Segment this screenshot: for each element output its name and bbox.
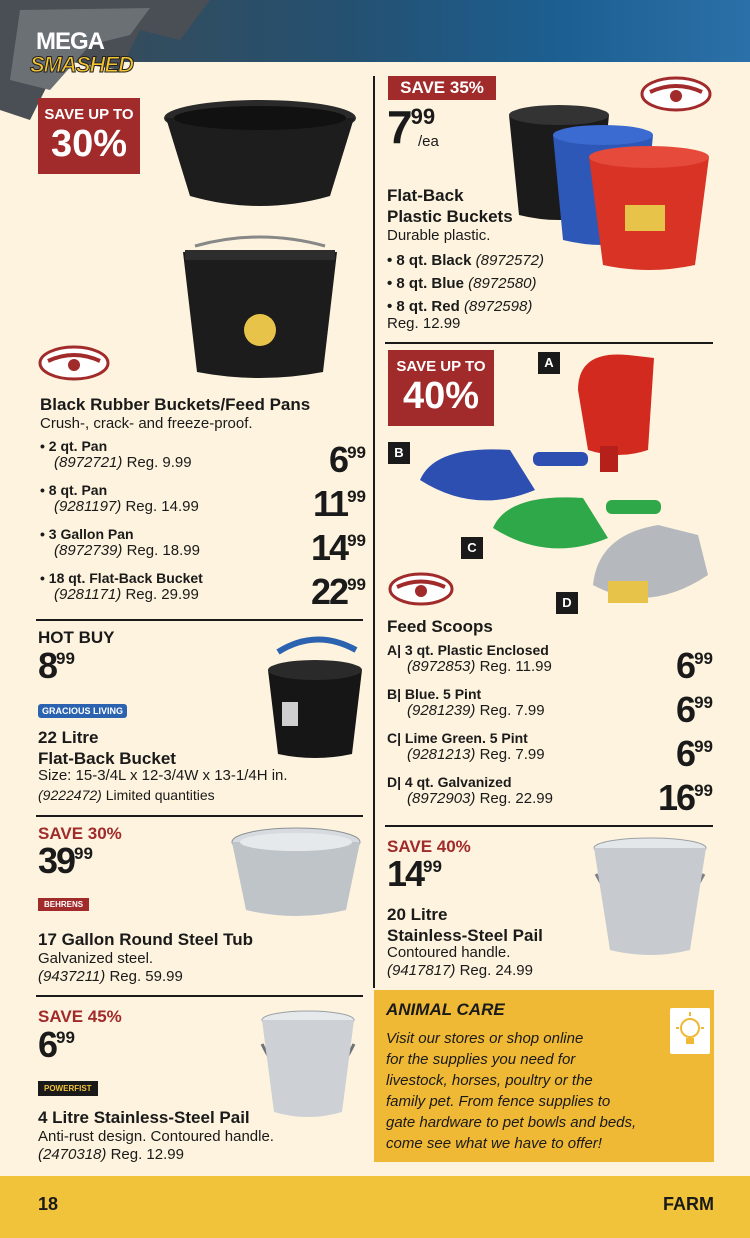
- item-reg-price: Reg. 14.99: [125, 498, 199, 515]
- list-item: • 8 qt. Black (8972572): [387, 252, 545, 269]
- brand-logo: POWERFIST: [38, 1081, 98, 1096]
- item-name: 4 qt. Galvanized: [404, 774, 512, 790]
- item-name: 2 qt. Pan: [48, 438, 108, 454]
- item-reg-price: Reg. 18.99: [126, 542, 200, 559]
- rubber-pan-image: [160, 96, 360, 216]
- product-sku-line: (9437211) Reg. 59.99: [38, 968, 183, 985]
- product-title: 4 Litre Stainless-Steel Pail: [38, 1108, 250, 1127]
- product-title: 17 Gallon Round Steel Tub: [38, 930, 254, 949]
- brand-logo-icon: [388, 572, 454, 606]
- item-name: 3 qt. Plastic Enclosed: [404, 642, 549, 658]
- product-price: $8^{99}$: [38, 645, 75, 686]
- item-reg-price: Reg. 9.99: [126, 454, 192, 471]
- list-item: • 2 qt. Pan (8972721) Reg. 9.99: [40, 438, 192, 471]
- item-price: $22^{99}$: [311, 571, 366, 612]
- list-item: • 18 qt. Flat-Back Bucket (9281171) Reg. 29.99: [40, 570, 203, 603]
- hot-buy-label: HOT BUY: [38, 628, 115, 647]
- list-item: C| Lime Green. 5 Pint (9281213) Reg. 7.99: [387, 730, 545, 763]
- item-sku: (9281171): [54, 586, 122, 603]
- save-badge: SAVE 35%: [388, 76, 496, 100]
- product-size: Size: 15-3/4L x 12-3/4W x 13-1/4H in.: [38, 767, 288, 784]
- product-description: Crush-, crack- and freeze-proof.: [40, 415, 253, 432]
- product-description: Anti-rust design. Contoured handle.: [38, 1128, 274, 1145]
- item-price: $6^{99}$: [676, 645, 713, 686]
- plastic-buckets-image: [505, 95, 715, 270]
- save-label: SAVE 40%: [387, 837, 471, 856]
- scoop-label-b: B: [388, 442, 410, 464]
- brand-logo: BEHRENS: [38, 898, 89, 911]
- animal-care-text: Visit our stores or shop online for the supplies you need for livestock, horses, poultry or the family pet. From fence supplies to gate hardware to pet bowls and beds, come see what we have to offer!: [386, 1030, 637, 1152]
- item-price: $11^{99}$: [313, 483, 366, 524]
- scoop-label-d: D: [556, 592, 578, 614]
- save-badge: [38, 98, 140, 174]
- scoop-label-a: A: [538, 352, 560, 374]
- stainless-pail-20l-image: [588, 834, 712, 964]
- item-price: $6^{99}$: [329, 439, 366, 480]
- item-sku: (8972739): [54, 542, 123, 559]
- scoop-label-c: C: [461, 537, 483, 559]
- save-badge-percent: 30%: [50, 123, 128, 165]
- mega-logo-text: MEGA: [36, 28, 104, 55]
- animal-care-title: ANIMAL CARE: [386, 1000, 505, 1019]
- rubber-bucket-image: [175, 232, 345, 382]
- divider: [36, 619, 363, 621]
- item-name: Lime Green. 5 Pint: [404, 730, 528, 746]
- save-badge-top: SAVE UP TO: [44, 106, 134, 123]
- list-item: A| 3 qt. Plastic Enclosed (8972853) Reg. 11.99: [387, 642, 552, 675]
- item-price: $14^{99}$: [311, 527, 366, 568]
- save-badge-percent: 40%: [402, 375, 480, 417]
- item-reg-price: Reg. 29.99: [125, 586, 199, 603]
- page-number: 18: [38, 1194, 59, 1214]
- product-price: $39^{99}$: [38, 840, 93, 881]
- scoop-d-image: [588, 515, 713, 615]
- smashed-logo-text: SMASHED: [30, 52, 134, 77]
- product-title: Black Rubber Buckets/Feed Pans: [40, 395, 311, 414]
- center-divider: [373, 76, 375, 988]
- section-label: FARM: [663, 1194, 714, 1214]
- item-name: 8 qt. Pan: [48, 482, 108, 498]
- brand-logo: GRACIOUS LIVING: [38, 704, 127, 718]
- product-price: $7^{99}$: [387, 101, 436, 153]
- save-label: SAVE 45%: [38, 1007, 122, 1026]
- steel-tub-image: [228, 824, 364, 920]
- divider: [36, 995, 363, 997]
- item-name: Blue. 5 Pint: [404, 686, 482, 702]
- product-title: Flat-Back Plastic Buckets: [387, 186, 513, 226]
- save-badge-top: SAVE UP TO: [396, 358, 486, 375]
- list-item: • 8 qt. Blue (8972580): [387, 275, 537, 292]
- page-footer: [0, 1176, 750, 1238]
- list-item: D| 4 qt. Galvanized (8972903) Reg. 22.99: [387, 774, 553, 807]
- item-name: 3 Gallon Pan: [48, 526, 134, 542]
- product-title: Feed Scoops: [387, 617, 493, 636]
- stainless-pail-4l-image: [256, 1008, 360, 1128]
- item-sku: (8972721): [54, 454, 123, 471]
- divider: [36, 815, 363, 817]
- product-sku-line: (9417817) Reg. 24.99: [387, 962, 533, 979]
- product-title: 20 Litre Stainless-Steel Pail: [387, 905, 543, 945]
- product-sku-line: (9222472) Limited quantities: [38, 787, 215, 803]
- product-price: $14^{99}$: [387, 853, 442, 894]
- list-item: • 8 qt. Red (8972598): [387, 298, 533, 315]
- item-price: $6^{99}$: [676, 733, 713, 774]
- save-label: SAVE 30%: [38, 824, 122, 843]
- item-price: $16^{99}$: [658, 777, 713, 818]
- animal-care-panel: [374, 990, 714, 1162]
- price-unit: /ea: [418, 133, 439, 150]
- regular-price: Reg. 12.99: [387, 315, 461, 332]
- flat-back-bucket-image: [260, 632, 370, 760]
- save-badge: [388, 350, 494, 426]
- product-description: Galvanized steel.: [38, 950, 154, 967]
- list-item: B| Blue. 5 Pint (9281239) Reg. 7.99: [387, 686, 545, 719]
- product-price: $6^{99}$: [38, 1024, 75, 1065]
- list-item: • 8 qt. Pan (9281197) Reg. 14.99: [40, 482, 199, 515]
- product-description: Contoured handle.: [387, 944, 511, 961]
- divider: [385, 825, 713, 827]
- product-title: 22 Litre Flat-Back Bucket: [38, 728, 176, 768]
- list-item: • 3 Gallon Pan (8972739) Reg. 18.99: [40, 526, 200, 559]
- item-name: 18 qt. Flat-Back Bucket: [48, 570, 203, 586]
- item-sku: (9281197): [54, 498, 122, 515]
- flatback-item-list: [387, 249, 544, 318]
- product-sku-line: (2470318) Reg. 12.99: [38, 1146, 184, 1163]
- divider: [385, 342, 713, 344]
- brand-logo-icon: [38, 345, 110, 381]
- product-description: Durable plastic.: [387, 227, 491, 244]
- lightbulb-icon: [668, 1006, 712, 1056]
- item-price: $6^{99}$: [676, 689, 713, 730]
